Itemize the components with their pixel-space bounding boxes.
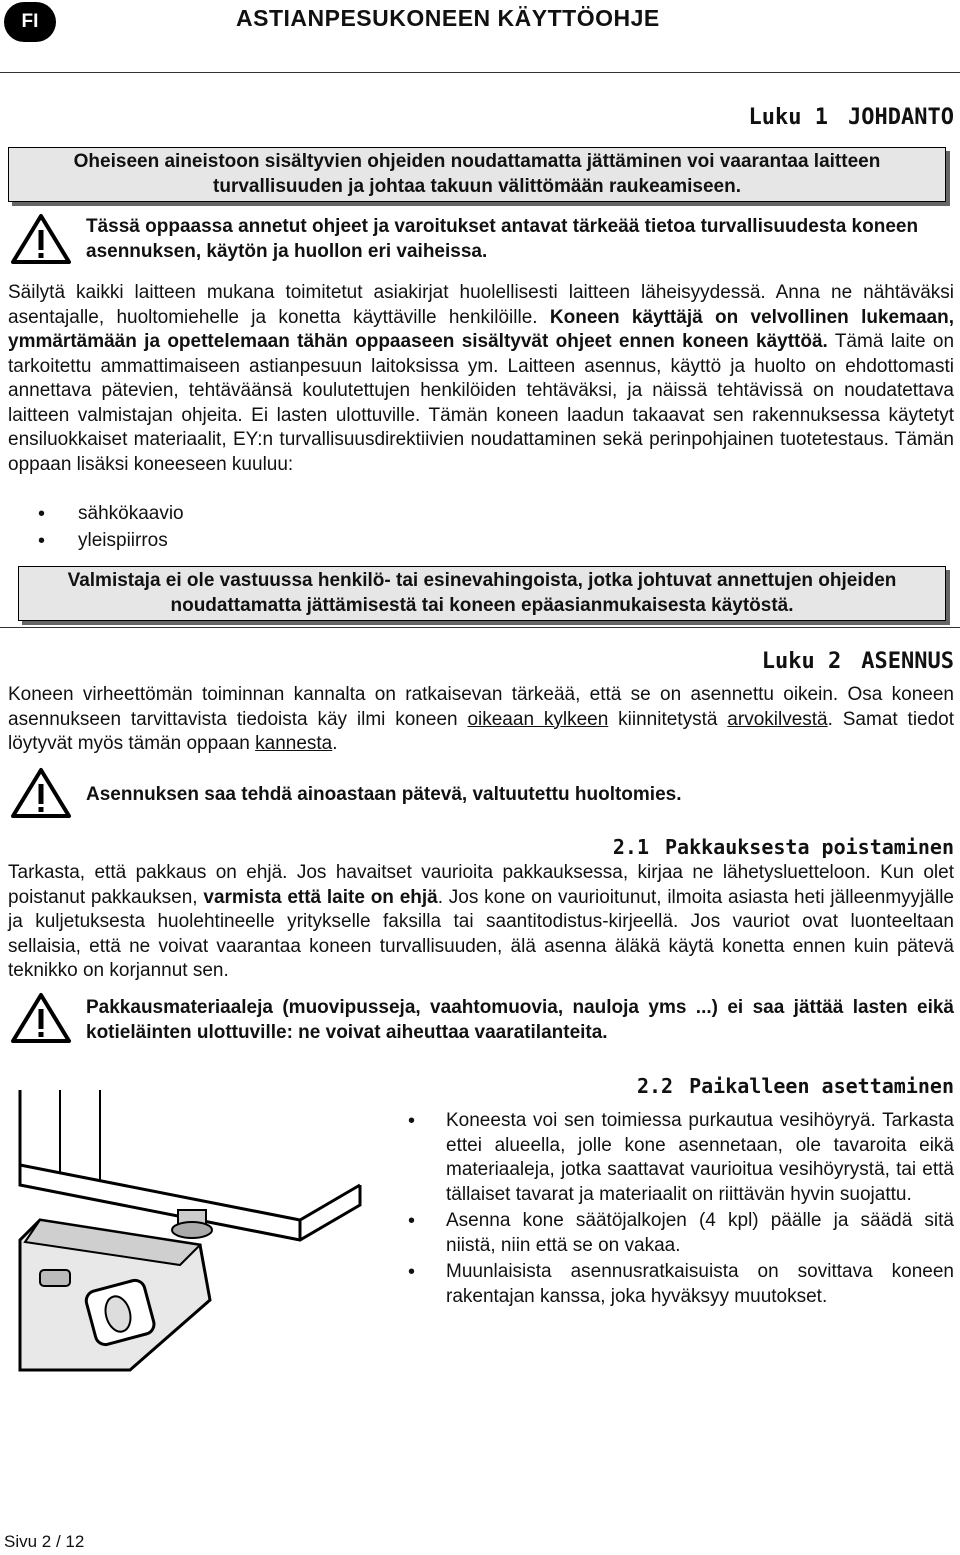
- list-item: • Koneesta voi sen toimiessa purkautua vesihöyryä. Tarkasta ettei alueella, jolle kone asennetaan, ole tavaroita eikä materiaaleja, jotka saattavat vaurioitua vesihöyrystä, tai että tällaiset tavarat ja materiaalit on riittävän hyvin suojattu.: [402, 1109, 954, 1207]
- list-item: • Muunlaisista asennusratkaisuista on sovittava koneen rakentajan kanssa, joka hyväksyy muutokset.: [402, 1260, 954, 1309]
- chapter-2-title: ASENNUS: [861, 649, 954, 674]
- list-item: • sähkökaavio: [8, 502, 908, 527]
- section-2-1-text-bold: varmista että laite on ehjä: [203, 886, 438, 908]
- list-item: • yleispiirros: [8, 529, 908, 554]
- notice-box-2-text: Valmistaja ei ole vastuussa henkilö- tai esinevahingoista, jotka johtuvat annettujen ohjeiden noudattamatta jättämisestä tai koneen epäasianmukaisesta käytöstä.: [67, 570, 897, 616]
- installation-illustration: [0, 1070, 390, 1388]
- section-2-1-text-b: . Jos kone on vaurioitunut, ilmoita asiasta heti jälleenmyyjälle ja kuljetuksesta huolehtineelle yritykselle faksilla tai saantitodistus-kirjeellä. Jos vauriot ovat luonteeltaan sellaisia, että ne voivat vaarantaa koneen turvallisuuden, älä asenna äläkä käytä konetta ennen kuin pätevä teknikko on korjannut sen.: [8, 886, 954, 981]
- section-2-1-heading: [613, 835, 954, 860]
- section-2-1-title: Pakkauksesta poistaminen: [665, 835, 954, 859]
- section-2-2-title: Paikalleen asettaminen: [689, 1074, 954, 1098]
- chapter-2-number: Luku 2: [761, 649, 842, 674]
- intro-link-cover: kannesta: [255, 733, 333, 754]
- notice-box-1: [8, 147, 946, 202]
- chapter-2-heading: [762, 650, 954, 675]
- section-2-1-paragraph: [8, 861, 954, 984]
- paragraph-bold: Koneen käyttäjä on velvollinen lukemaan, ymmärtämään ja opettelemaan tähän oppaaseen sisältyvät ohjeet ennen koneen käyttöä.: [8, 306, 955, 352]
- chapter-1-heading: [749, 106, 954, 131]
- intro-text-c: . Samat tiedot löytyvät myös tämän oppaan: [8, 708, 955, 754]
- section-2-1-number: 2.1: [612, 835, 650, 859]
- notice-box-2: [18, 566, 946, 621]
- language-badge: FI: [4, 2, 56, 42]
- attachments-list: [8, 502, 908, 553]
- warning-text-1: Tässä oppaassa annetut ohjeet ja varoitukset antavat tärkeää tietoa turvallisuudesta koneen asennuksen, käytön ja huollon eri vaiheissa.: [86, 216, 919, 262]
- placement-list: [402, 1109, 954, 1311]
- chapter-1-title: JOHDANTO: [848, 105, 954, 130]
- warning-icon: [10, 213, 72, 273]
- intro-link-rating-plate: arvokilvestä: [727, 708, 828, 730]
- section-2-2-number: 2.2: [636, 1074, 674, 1098]
- intro-text-b: kiinnitetystä: [608, 708, 728, 730]
- warning-text-2: Asennuksen saa tehdä ainoastaan pätevä, valtuutettu huoltomies.: [86, 784, 682, 805]
- page-number: Sivu 2 / 12: [4, 1532, 85, 1551]
- warning-text-3: Pakkausmateriaaleja (muovipusseja, vaahtomuovia, nauloja yms ...) ei saa jättää lasten eikä kotieläinten ulottuville: ne voivat aiheuttaa vaaratilanteita.: [86, 997, 954, 1043]
- section-2-1-text-a: Tarkasta, että pakkaus on ehjä. Jos havaitset vaurioita pakkauksessa, kirjaa ne lähetysluetteloon. Kun olet poistanut pakkauksen,: [8, 862, 954, 908]
- chapter-2-intro: [8, 683, 954, 757]
- intro-link-right-side: oikeaan kylkeen: [467, 708, 609, 730]
- intro-text-d: .: [332, 733, 338, 754]
- warning-icon: [10, 767, 72, 827]
- warning-icon: [10, 992, 72, 1052]
- intro-text-a: Koneen virheettömän toiminnan kannalta on ratkaisevan tärkeää, että se on asennettu oikein. Osa koneen asennukseen tarvittavista tiedoista käy ilmi koneen: [8, 684, 954, 730]
- document-title: ASTIANPESUKONEEN KÄYTTÖOHJE: [236, 5, 660, 31]
- chapter-1-number: Luku 1: [748, 105, 829, 130]
- paragraph-part-2: Tämä laite on tarkoitettu ammattimaiseen astianpesuun laitoksissa ym. Laitteen asennus, käyttö ja huolto on ehdottomasti annettava pätevien, tehtäväänsä koulutettujen henkilöiden tehtäväksi, ja näissä tehtävissä on noudatettava laitteen valmistajan ohjeita. Ei lasten ulottuville. Tämän koneen laadun takaavat sen rakennuksessa käytetyt ensiluokkaiset materiaalit, EY:n turvallisuusdirektiivien noudattaminen sekä perinpohjainen tuotetestaus. Tämän oppaan lisäksi koneeseen kuuluu:: [8, 331, 955, 475]
- chapter-divider: [0, 627, 960, 628]
- paragraph-part-1: Säilytä kaikki laitteen mukana toimitetut asiakirjat huolellisesti laitteen läheisyydessä. Anna ne nähtäväksi asentajalle, huoltomiehelle ja konetta käyttäville henkilöille.: [8, 282, 954, 328]
- header-divider: [0, 72, 960, 73]
- chapter-1-paragraph: [8, 281, 954, 477]
- notice-box-1-text: Oheiseen aineistoon sisältyvien ohjeiden noudattamatta jättäminen voi vaarantaa laitteen turvallisuuden ja johtaa takuun välittömään raukeamiseen.: [73, 151, 881, 197]
- list-item: • Asenna kone säätöjalkojen (4 kpl) päälle ja säädä sitä niistä, niin että se on vakaa.: [402, 1209, 954, 1258]
- section-2-2-heading: [637, 1074, 954, 1099]
